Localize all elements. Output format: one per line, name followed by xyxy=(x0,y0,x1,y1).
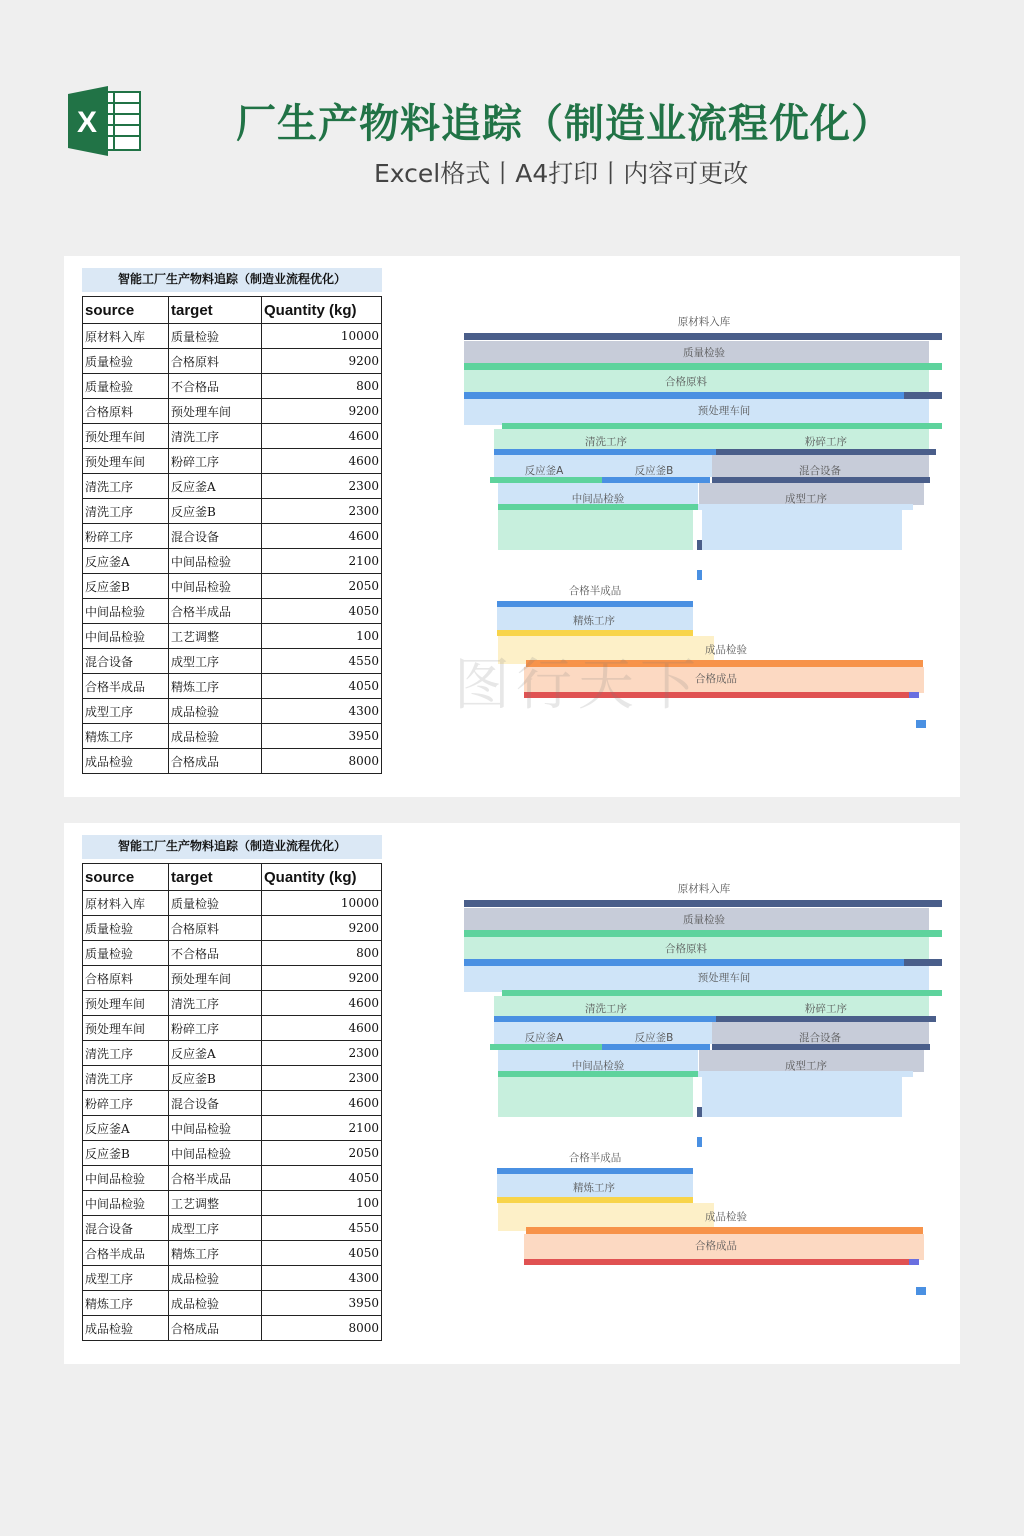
source-cell: 成品检验 xyxy=(83,1316,169,1341)
page-subtitle: Excel格式丨A4打印丨内容可更改 xyxy=(374,159,749,188)
table-row xyxy=(83,399,382,424)
table-body xyxy=(83,891,382,1341)
column-header-source: source xyxy=(83,864,169,891)
quantity-cell: 9200 xyxy=(262,399,382,424)
sankey-node-label: 合格成品 xyxy=(695,673,737,685)
quantity-cell: 4600 xyxy=(262,1016,382,1041)
quantity-cell: 800 xyxy=(262,941,382,966)
table-row xyxy=(83,1016,382,1041)
sankey-node-label: 原材料入库 xyxy=(677,316,731,328)
table-row xyxy=(83,749,382,774)
page-header xyxy=(0,0,1024,230)
sankey-node-label: 合格成品 xyxy=(695,1240,737,1252)
target-cell: 反应釜B xyxy=(169,1066,262,1091)
sankey-node-label: 反应釜B xyxy=(634,1032,674,1044)
table-row xyxy=(83,674,382,699)
quantity-cell: 4600 xyxy=(262,991,382,1016)
sankey-diagram xyxy=(454,875,954,1305)
sankey-node-label: 粉碎工序 xyxy=(805,1003,847,1015)
target-cell: 混合设备 xyxy=(169,1091,262,1116)
source-cell: 清洗工序 xyxy=(83,1041,169,1066)
source-cell: 预处理车间 xyxy=(83,424,169,449)
table-row xyxy=(83,449,382,474)
target-cell: 反应釜A xyxy=(169,474,262,499)
table-row xyxy=(83,1316,382,1341)
sankey-band xyxy=(916,720,926,728)
quantity-cell: 4050 xyxy=(262,1166,382,1191)
watermark: 图行天下 xyxy=(454,653,702,718)
table-row xyxy=(83,424,382,449)
table-row xyxy=(83,474,382,499)
table-row xyxy=(83,1241,382,1266)
quantity-cell: 100 xyxy=(262,1191,382,1216)
sankey-band xyxy=(602,477,710,483)
target-cell: 混合设备 xyxy=(169,524,262,549)
target-cell: 合格半成品 xyxy=(169,599,262,624)
sankey-band xyxy=(712,477,930,483)
source-cell: 合格原料 xyxy=(83,399,169,424)
source-cell: 中间品检验 xyxy=(83,1166,169,1191)
target-cell: 质量检验 xyxy=(169,891,262,916)
target-cell: 工艺调整 xyxy=(169,624,262,649)
sankey-band xyxy=(464,333,942,340)
table-row xyxy=(83,649,382,674)
sankey-node-label: 清洗工序 xyxy=(585,436,627,448)
source-cell: 中间品检验 xyxy=(83,599,169,624)
source-cell: 原材料入库 xyxy=(83,891,169,916)
sankey-band xyxy=(916,1287,926,1295)
source-cell: 粉碎工序 xyxy=(83,524,169,549)
sankey-node-label: 反应釜A xyxy=(524,465,564,477)
sankey-band xyxy=(464,363,942,370)
sankey-band xyxy=(464,930,942,937)
quantity-cell: 4050 xyxy=(262,674,382,699)
column-header-quantity: Quantity (kg) xyxy=(262,297,382,324)
source-cell: 混合设备 xyxy=(83,1216,169,1241)
target-cell: 成型工序 xyxy=(169,649,262,674)
page-title: 厂生产物料追踪（制造业流程优化） xyxy=(236,101,892,147)
sankey-band xyxy=(490,477,602,483)
target-cell: 清洗工序 xyxy=(169,991,262,1016)
target-cell: 成型工序 xyxy=(169,1216,262,1241)
sankey-band xyxy=(697,1107,702,1117)
table-row xyxy=(83,724,382,749)
sankey-band xyxy=(464,399,929,425)
sankey-band xyxy=(464,959,904,966)
quantity-cell: 4600 xyxy=(262,1091,382,1116)
sankey-node-label: 混合设备 xyxy=(799,465,841,477)
sankey-node-label: 成型工序 xyxy=(785,493,827,505)
quantity-cell: 9200 xyxy=(262,916,382,941)
sankey-node-label: 质量检验 xyxy=(683,914,725,926)
table-row xyxy=(83,1266,382,1291)
sankey-band xyxy=(702,1077,902,1117)
data-table xyxy=(82,863,382,1341)
table-row xyxy=(83,1116,382,1141)
table-row xyxy=(83,599,382,624)
excel-icon-letter: X xyxy=(77,106,98,139)
sheet-title: 智能工厂生产物料追踪（制造业流程优化） xyxy=(82,835,382,859)
table-row xyxy=(83,991,382,1016)
sankey-node-label: 质量检验 xyxy=(683,347,725,359)
table-row xyxy=(83,1141,382,1166)
target-cell: 合格成品 xyxy=(169,749,262,774)
quantity-cell: 4300 xyxy=(262,699,382,724)
quantity-cell: 2050 xyxy=(262,1141,382,1166)
source-cell: 合格半成品 xyxy=(83,1241,169,1266)
sankey-node-label: 成品检验 xyxy=(705,1211,747,1223)
quantity-cell: 100 xyxy=(262,624,382,649)
sankey-band xyxy=(909,692,919,698)
sankey-node-label: 反应釜B xyxy=(634,465,674,477)
preview-panel-2 xyxy=(64,823,960,1364)
target-cell: 工艺调整 xyxy=(169,1191,262,1216)
quantity-cell: 4050 xyxy=(262,599,382,624)
target-cell: 粉碎工序 xyxy=(169,449,262,474)
target-cell: 预处理车间 xyxy=(169,966,262,991)
quantity-cell: 4550 xyxy=(262,1216,382,1241)
sankey-node-label: 混合设备 xyxy=(799,1032,841,1044)
table-row xyxy=(83,1191,382,1216)
table-row xyxy=(83,524,382,549)
table-body xyxy=(83,324,382,774)
target-cell: 反应釜B xyxy=(169,499,262,524)
sankey-node-label: 合格半成品 xyxy=(568,585,622,597)
sankey-band xyxy=(702,510,902,550)
table-row xyxy=(83,916,382,941)
column-header-source: source xyxy=(83,297,169,324)
sankey-band xyxy=(498,510,693,550)
sankey-band xyxy=(494,449,719,455)
table-row xyxy=(83,1291,382,1316)
table-row xyxy=(83,891,382,916)
source-cell: 中间品检验 xyxy=(83,1191,169,1216)
sankey-node-label: 合格原料 xyxy=(665,376,707,388)
target-cell: 中间品检验 xyxy=(169,549,262,574)
target-cell: 成品检验 xyxy=(169,699,262,724)
target-cell: 中间品检验 xyxy=(169,574,262,599)
target-cell: 预处理车间 xyxy=(169,399,262,424)
table-header-row xyxy=(83,864,382,891)
table-row xyxy=(83,1091,382,1116)
source-cell: 混合设备 xyxy=(83,649,169,674)
column-header-target: target xyxy=(169,297,262,324)
sankey-node-label: 中间品检验 xyxy=(571,1060,625,1072)
source-cell: 成品检验 xyxy=(83,749,169,774)
sankey-band xyxy=(497,630,693,636)
table-row xyxy=(83,374,382,399)
source-cell: 原材料入库 xyxy=(83,324,169,349)
quantity-cell: 4600 xyxy=(262,424,382,449)
sankey-node-label: 清洗工序 xyxy=(585,1003,627,1015)
sankey-node-label: 反应釜A xyxy=(524,1032,564,1044)
target-cell: 合格原料 xyxy=(169,349,262,374)
target-cell: 不合格品 xyxy=(169,374,262,399)
quantity-cell: 2300 xyxy=(262,1066,382,1091)
source-cell: 成型工序 xyxy=(83,699,169,724)
source-cell: 反应釜A xyxy=(83,549,169,574)
sankey-band xyxy=(716,449,936,455)
sankey-band xyxy=(904,392,942,399)
source-cell: 预处理车间 xyxy=(83,991,169,1016)
sankey-band xyxy=(498,1203,714,1231)
target-cell: 成品检验 xyxy=(169,1291,262,1316)
target-cell: 清洗工序 xyxy=(169,424,262,449)
quantity-cell: 9200 xyxy=(262,349,382,374)
table-header-row xyxy=(83,297,382,324)
source-cell: 成型工序 xyxy=(83,1266,169,1291)
quantity-cell: 10000 xyxy=(262,891,382,916)
table-row xyxy=(83,349,382,374)
quantity-cell: 4600 xyxy=(262,524,382,549)
quantity-cell: 4600 xyxy=(262,449,382,474)
sankey-band xyxy=(497,601,693,607)
target-cell: 不合格品 xyxy=(169,941,262,966)
source-cell: 清洗工序 xyxy=(83,474,169,499)
sankey-band xyxy=(494,1016,719,1022)
sankey-band xyxy=(497,1168,693,1174)
source-cell: 中间品检验 xyxy=(83,624,169,649)
sankey-band xyxy=(498,1077,693,1117)
table-row xyxy=(83,1166,382,1191)
source-cell: 质量检验 xyxy=(83,941,169,966)
source-cell: 粉碎工序 xyxy=(83,1091,169,1116)
quantity-cell: 4550 xyxy=(262,649,382,674)
source-cell: 合格原料 xyxy=(83,966,169,991)
sankey-node-label: 成品检验 xyxy=(705,644,747,656)
source-cell: 合格半成品 xyxy=(83,674,169,699)
preview-panel-1 xyxy=(64,256,960,797)
column-header-quantity: Quantity (kg) xyxy=(262,864,382,891)
source-cell: 质量检验 xyxy=(83,374,169,399)
quantity-cell: 2300 xyxy=(262,499,382,524)
target-cell: 合格原料 xyxy=(169,916,262,941)
sankey-node-label: 精炼工序 xyxy=(573,1182,615,1194)
excel-icon xyxy=(68,86,142,156)
sankey-node-label: 精炼工序 xyxy=(573,615,615,627)
sankey-node-label: 原材料入库 xyxy=(677,883,731,895)
target-cell: 成品检验 xyxy=(169,1266,262,1291)
quantity-cell: 2100 xyxy=(262,1116,382,1141)
sheet-title: 智能工厂生产物料追踪（制造业流程优化） xyxy=(82,268,382,292)
quantity-cell: 8000 xyxy=(262,749,382,774)
target-cell: 合格成品 xyxy=(169,1316,262,1341)
sankey-band xyxy=(524,1259,909,1265)
source-cell: 精炼工序 xyxy=(83,724,169,749)
sankey-band xyxy=(716,1016,936,1022)
sankey-band xyxy=(909,1259,919,1265)
table-row xyxy=(83,549,382,574)
quantity-cell: 2300 xyxy=(262,1041,382,1066)
sankey-band xyxy=(697,1137,702,1147)
quantity-cell: 2100 xyxy=(262,549,382,574)
source-cell: 反应釜A xyxy=(83,1116,169,1141)
quantity-cell: 800 xyxy=(262,374,382,399)
target-cell: 反应釜A xyxy=(169,1041,262,1066)
sankey-band xyxy=(697,540,702,550)
sankey-node-label: 预处理车间 xyxy=(697,405,751,417)
target-cell: 中间品检验 xyxy=(169,1141,262,1166)
quantity-cell: 3950 xyxy=(262,1291,382,1316)
target-cell: 成品检验 xyxy=(169,724,262,749)
quantity-cell: 2300 xyxy=(262,474,382,499)
source-cell: 反应釜B xyxy=(83,574,169,599)
source-cell: 清洗工序 xyxy=(83,499,169,524)
quantity-cell: 4300 xyxy=(262,1266,382,1291)
sankey-band xyxy=(502,423,942,429)
table-row xyxy=(83,699,382,724)
quantity-cell: 2050 xyxy=(262,574,382,599)
sankey-node-label: 成型工序 xyxy=(785,1060,827,1072)
sankey-node-label: 中间品检验 xyxy=(571,493,625,505)
table-row xyxy=(83,966,382,991)
target-cell: 粉碎工序 xyxy=(169,1016,262,1041)
quantity-cell: 3950 xyxy=(262,724,382,749)
table-row xyxy=(83,941,382,966)
quantity-cell: 10000 xyxy=(262,324,382,349)
sankey-band xyxy=(904,959,942,966)
sankey-band xyxy=(712,1044,930,1050)
quantity-cell: 8000 xyxy=(262,1316,382,1341)
sankey-node-label: 预处理车间 xyxy=(697,972,751,984)
sankey-band xyxy=(502,990,942,996)
target-cell: 中间品检验 xyxy=(169,1116,262,1141)
column-header-target: target xyxy=(169,864,262,891)
table-row xyxy=(83,1041,382,1066)
sankey-band xyxy=(602,1044,710,1050)
target-cell: 精炼工序 xyxy=(169,1241,262,1266)
sankey-band xyxy=(497,1197,693,1203)
sankey-node-label: 合格原料 xyxy=(665,943,707,955)
table-row xyxy=(83,574,382,599)
sankey-band xyxy=(464,392,904,399)
sankey-band xyxy=(464,900,942,907)
quantity-cell: 9200 xyxy=(262,966,382,991)
sankey-band xyxy=(490,1044,602,1050)
table-row xyxy=(83,624,382,649)
source-cell: 精炼工序 xyxy=(83,1291,169,1316)
source-cell: 预处理车间 xyxy=(83,1016,169,1041)
sankey-node-label: 粉碎工序 xyxy=(805,436,847,448)
source-cell: 质量检验 xyxy=(83,349,169,374)
table-row xyxy=(83,1066,382,1091)
table-row xyxy=(83,499,382,524)
table-row xyxy=(83,324,382,349)
target-cell: 合格半成品 xyxy=(169,1166,262,1191)
sankey-band xyxy=(526,1227,923,1234)
sankey-node-label: 合格半成品 xyxy=(568,1152,622,1164)
quantity-cell: 4050 xyxy=(262,1241,382,1266)
source-cell: 质量检验 xyxy=(83,916,169,941)
data-table xyxy=(82,296,382,774)
target-cell: 质量检验 xyxy=(169,324,262,349)
source-cell: 反应釜B xyxy=(83,1141,169,1166)
sankey-band xyxy=(697,570,702,580)
sankey-band xyxy=(464,966,929,992)
table-row xyxy=(83,1216,382,1241)
target-cell: 精炼工序 xyxy=(169,674,262,699)
source-cell: 预处理车间 xyxy=(83,449,169,474)
source-cell: 清洗工序 xyxy=(83,1066,169,1091)
